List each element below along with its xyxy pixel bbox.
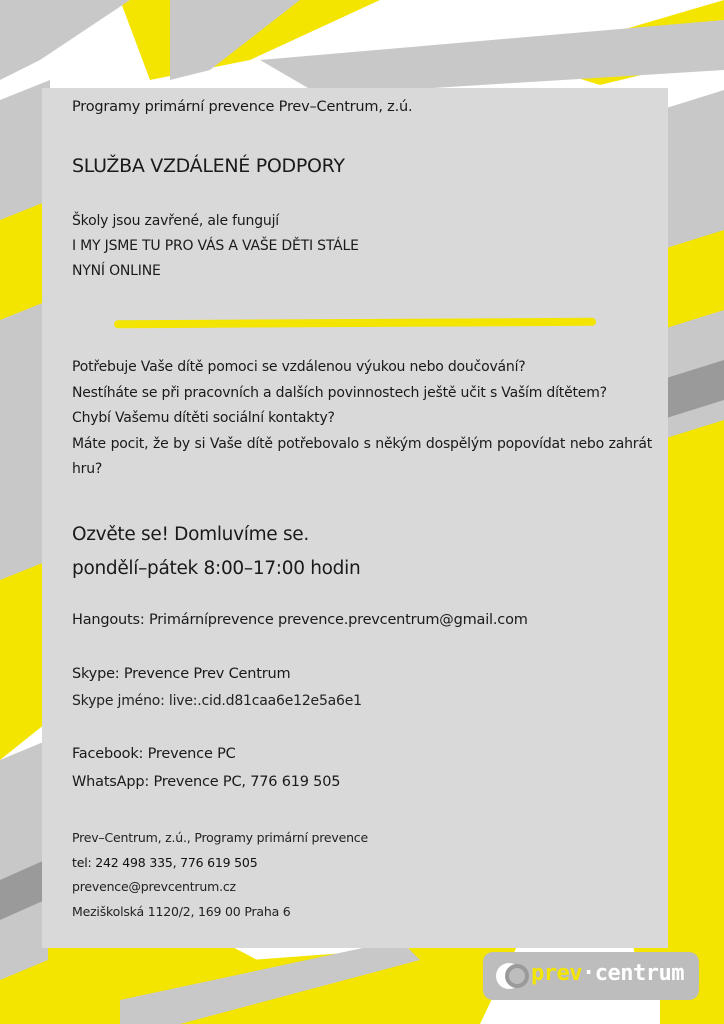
office-hours: pondělí–pátek 8:00–17:00 hodin	[72, 558, 361, 579]
question-line: Potřebuje Vaše dítě pomoci se vzdálenou výukou nebo doučování?	[72, 359, 526, 375]
intro-line: NYNÍ ONLINE	[72, 263, 161, 279]
skype-id: Skype jméno: live:.cid.d81caa6e12e5a6e1	[72, 693, 362, 709]
footer-org: Prev–Centrum, z.ú., Programy primární prevence	[72, 830, 368, 845]
page-title: SLUŽBA VZDÁLENÉ PODPORY	[72, 155, 345, 177]
organization-line: Programy primární prevence Prev–Centrum, z.ú.	[72, 99, 413, 115]
footer-contact-block	[72, 826, 368, 924]
call-to-action-line: Ozvěte se! Domluvíme se.	[72, 524, 309, 545]
intro-block	[72, 209, 359, 284]
hangouts-contact: Hangouts: Primárníprevence prevence.prevcentrum@gmail.com	[72, 612, 528, 628]
logo-mark-icon	[495, 960, 529, 992]
intro-line: I MY JSME TU PRO VÁS A VAŠE DĚTI STÁLE	[72, 238, 359, 254]
question-line: Máte pocit, že by si Vaše dítě potřebovalo s někým dospělým popovídat nebo zahrát hru?	[72, 435, 652, 477]
footer-phone: tel: 242 498 335, 776 619 505	[72, 854, 258, 870]
call-to-action	[72, 518, 360, 586]
whatsapp-contact: WhatsApp: Prevence PC, 776 619 505	[72, 774, 341, 790]
facebook-contact: Facebook: Prevence PC	[72, 746, 236, 762]
question-line: Nestíháte se při pracovních a dalších povinnostech ještě učit s Vaším dítětem?	[72, 384, 607, 401]
logo-wordmark: prev·centrum	[531, 961, 684, 986]
footer-address: Meziškolská 1120/2, 169 00 Praha 6	[72, 903, 291, 919]
questions-block	[72, 355, 652, 483]
intro-line: Školy jsou zavřené, ale fungují	[72, 213, 279, 229]
prev-centrum-logo	[483, 952, 699, 1000]
footer-email: prevence@prevcentrum.cz	[72, 879, 236, 894]
skype-contact: Skype: Prevence Prev Centrum	[72, 666, 291, 682]
question-line: Chybí Vašemu dítěti sociální kontakty?	[72, 410, 335, 426]
